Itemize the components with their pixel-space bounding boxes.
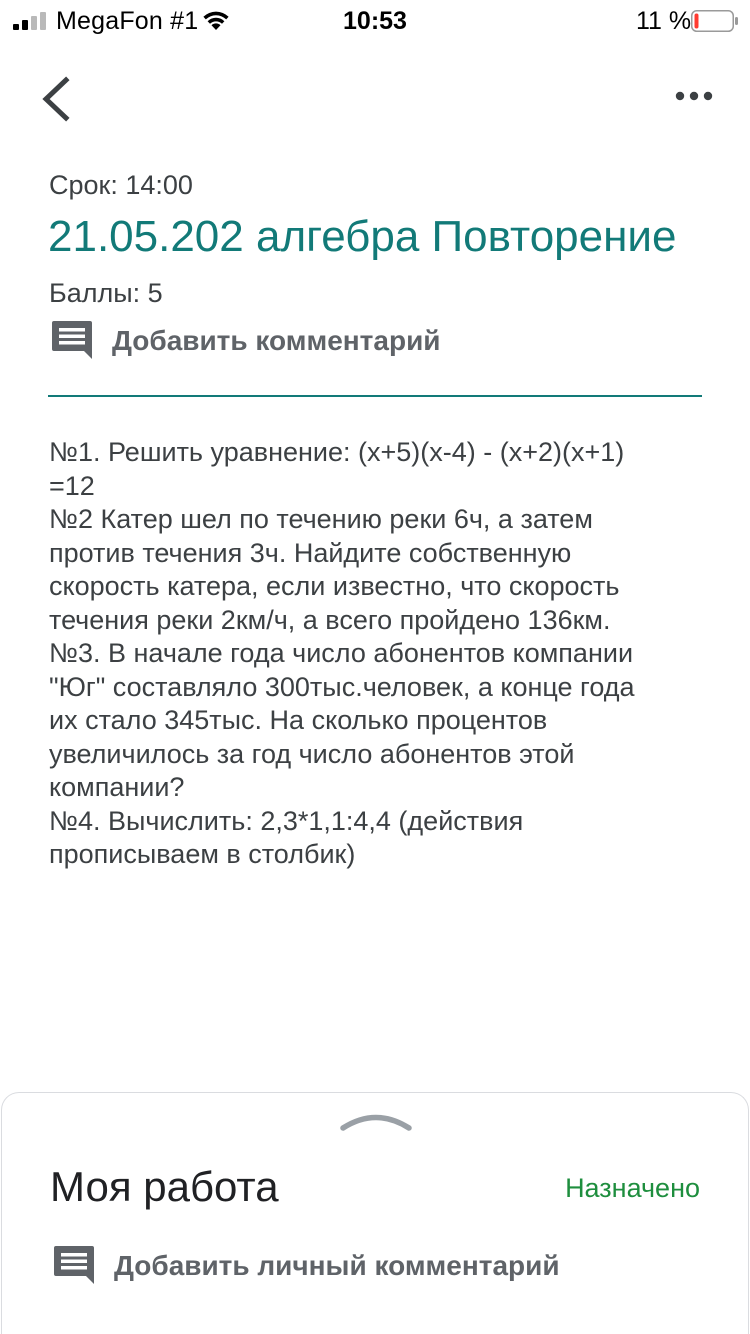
task-line: скорость катера, если известно, что скорость xyxy=(49,571,620,601)
battery-icon xyxy=(691,10,739,32)
my-work-title: Моя работа xyxy=(50,1163,279,1210)
add-class-comment-button[interactable] xyxy=(48,318,468,364)
header-divider xyxy=(48,395,702,397)
battery-percent: 11 % xyxy=(636,7,692,35)
task-line: течения реки 2км/ч, а всего пройдено 136км. xyxy=(49,604,611,635)
task-line: прописываем в столбик) xyxy=(49,839,356,869)
back-button[interactable] xyxy=(30,72,84,126)
task-line: №1. Решить уравнение: (х+5)(х-4) - (х+2)(х+1) xyxy=(49,437,625,467)
status-time: 10:53 xyxy=(343,7,407,35)
task-line: компании? xyxy=(49,772,185,802)
task-line: увеличилось за год число абонентов этой xyxy=(49,738,575,769)
add-comment-label: Добавить комментарий xyxy=(112,325,441,356)
add-private-comment-button[interactable] xyxy=(50,1243,570,1289)
comment-icon xyxy=(50,319,94,361)
points-value: Баллы: 5 xyxy=(49,278,163,308)
carrier-name: MegaFon #1 xyxy=(56,7,199,35)
task-line: их стало 345тыс. На сколько процентов xyxy=(49,705,548,735)
task-line: №2 Катер шел по течению реки 6ч, а затем xyxy=(49,504,593,534)
task-line: "Юг" составляло 300тыс.человек, а конце года xyxy=(49,671,635,702)
more-options-button[interactable] xyxy=(668,80,720,114)
work-status-badge: Назначено xyxy=(565,1173,700,1203)
task-line: №4. Вычислить: 2,3*1,1:4,4 (действия xyxy=(49,805,524,836)
battery-level-fill xyxy=(695,14,699,29)
assignment-title: 21.05.202 алгебра Повторение xyxy=(48,212,677,261)
add-private-comment-label: Добавить личный комментарий xyxy=(114,1250,560,1281)
comment-icon xyxy=(52,1244,96,1286)
chevron-up-icon xyxy=(343,1118,409,1129)
task-line: =12 xyxy=(49,470,95,501)
sheet-expand-handle[interactable] xyxy=(339,1111,413,1133)
more-horizontal-icon xyxy=(676,92,712,100)
chevron-left-icon xyxy=(46,80,66,118)
task-line: №3. В начале года число абонентов компании xyxy=(49,638,634,668)
task-line: против течения 3ч. Найдите собственную xyxy=(49,537,572,568)
status-bar xyxy=(0,0,750,40)
due-time: Срок: 14:00 xyxy=(49,170,193,200)
my-work-sheet xyxy=(1,1092,749,1334)
assignment-description xyxy=(49,436,709,872)
